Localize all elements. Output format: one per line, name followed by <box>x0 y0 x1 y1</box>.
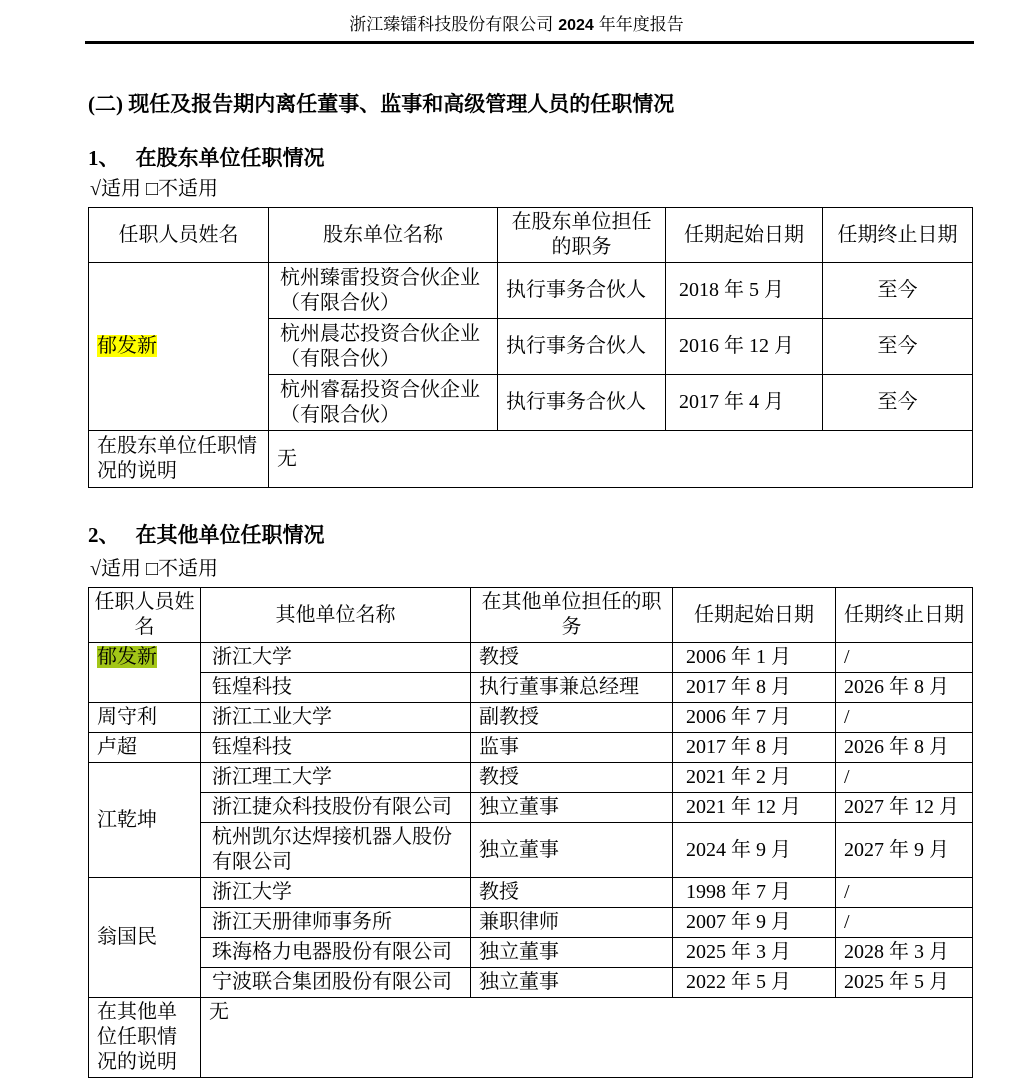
company-cell: 浙江工业大学 <box>201 703 471 733</box>
company-cell: 浙江捷众科技股份有限公司 <box>201 793 471 823</box>
company-cell: 钰煌科技 <box>201 673 471 703</box>
start-date-cell: 2006 年 7 月 <box>673 703 836 733</box>
company-cell: 浙江大学 <box>201 878 471 908</box>
header-person-name: 任职人员姓名 <box>89 208 269 263</box>
start-date-cell: 2007 年 9 月 <box>673 908 836 938</box>
start-date-cell: 2018 年 5 月 <box>666 263 823 319</box>
position-cell: 独立董事 <box>471 938 673 968</box>
position-cell: 兼职律师 <box>471 908 673 938</box>
page-header-year: 2024 <box>558 17 594 34</box>
table-row <box>89 763 973 793</box>
company-cell: 珠海格力电器股份有限公司 <box>201 938 471 968</box>
company-cell: 杭州晨芯投资合伙企业（有限合伙） <box>269 319 498 375</box>
subsection-heading-other <box>88 523 988 548</box>
position-cell: 副教授 <box>471 703 673 733</box>
position-cell: 执行事务合伙人 <box>498 263 666 319</box>
end-date-cell: / <box>836 908 973 938</box>
company-cell: 浙江天册律师事务所 <box>201 908 471 938</box>
shareholder-positions-table <box>88 207 973 488</box>
subsection-title-text: 在股东单位任职情况 <box>135 146 325 170</box>
end-date-cell: 2025 年 5 月 <box>836 968 973 998</box>
end-date-cell: 至今 <box>823 263 973 319</box>
company-cell: 浙江理工大学 <box>201 763 471 793</box>
start-date-cell: 2021 年 2 月 <box>673 763 836 793</box>
table-row <box>89 968 973 998</box>
end-date-cell: 至今 <box>823 375 973 431</box>
person-name-cell: 卢超 <box>89 733 201 763</box>
company-cell: 浙江大学 <box>201 643 471 673</box>
highlighted-name: 郁发新 <box>97 335 157 357</box>
highlighted-name: 郁发新 <box>97 646 157 668</box>
person-name-cell <box>89 263 269 431</box>
start-date-cell: 2016 年 12 月 <box>666 319 823 375</box>
header-position: 在其他单位担任的职务 <box>471 588 673 643</box>
position-cell: 教授 <box>471 643 673 673</box>
company-cell: 钰煌科技 <box>201 733 471 763</box>
note-label-cell: 在其他单位任职情况的说明 <box>89 998 201 1078</box>
position-cell: 执行事务合伙人 <box>498 375 666 431</box>
note-label-cell: 在股东单位任职情况的说明 <box>89 431 269 488</box>
other-positions-table <box>88 587 973 1078</box>
section-heading: (二) 现任及报告期内离任董事、监事和高级管理人员的任职情况 <box>88 92 675 116</box>
table-row <box>89 643 973 673</box>
table-row <box>89 733 973 763</box>
subsection-number: 1、 <box>88 146 120 170</box>
position-cell: 教授 <box>471 763 673 793</box>
person-name-cell: 江乾坤 <box>89 763 201 878</box>
start-date-cell: 2006 年 1 月 <box>673 643 836 673</box>
table-header-row <box>89 208 973 263</box>
end-date-cell: 2026 年 8 月 <box>836 733 973 763</box>
start-date-cell: 2017 年 8 月 <box>673 673 836 703</box>
company-cell: 宁波联合集团股份有限公司 <box>201 968 471 998</box>
end-date-cell: 至今 <box>823 319 973 375</box>
header-start-date: 任期起始日期 <box>666 208 823 263</box>
start-date-cell: 2021 年 12 月 <box>673 793 836 823</box>
start-date-cell: 2017 年 4 月 <box>666 375 823 431</box>
start-date-cell: 2024 年 9 月 <box>673 823 836 878</box>
note-row <box>89 998 973 1078</box>
table-row <box>89 878 973 908</box>
end-date-cell: / <box>836 703 973 733</box>
start-date-cell: 2017 年 8 月 <box>673 733 836 763</box>
subsection-title-text: 在其他单位任职情况 <box>135 523 325 547</box>
table-header-row <box>89 588 973 643</box>
position-cell: 执行董事兼总经理 <box>471 673 673 703</box>
person-name-cell <box>89 643 201 703</box>
company-cell: 杭州睿磊投资合伙企业（有限合伙） <box>269 375 498 431</box>
page-header-suffix: 年年度报告 <box>598 15 684 34</box>
note-row <box>89 431 973 488</box>
company-cell: 杭州凯尔达焊接机器人股份有限公司 <box>201 823 471 878</box>
start-date-cell: 2025 年 3 月 <box>673 938 836 968</box>
start-date-cell: 1998 年 7 月 <box>673 878 836 908</box>
subsection-number: 2、 <box>88 523 120 547</box>
header-position: 在股东单位担任的职务 <box>498 208 666 263</box>
header-company: 其他单位名称 <box>201 588 471 643</box>
applicability-note: √适用 □不适用 <box>90 558 219 580</box>
page-header <box>0 14 1033 37</box>
note-value-cell: 无 <box>269 431 973 488</box>
applicability-note: √适用 □不适用 <box>90 178 219 200</box>
table-row <box>89 673 973 703</box>
header-end-date: 任期终止日期 <box>823 208 973 263</box>
table-row <box>89 823 973 878</box>
table-row <box>89 938 973 968</box>
person-name-cell: 翁国民 <box>89 878 201 998</box>
end-date-cell: 2026 年 8 月 <box>836 673 973 703</box>
page-header-company: 浙江臻镭科技股份有限公司 <box>349 15 554 34</box>
note-value-cell: 无 <box>201 998 973 1078</box>
end-date-cell: 2027 年 9 月 <box>836 823 973 878</box>
end-date-cell: / <box>836 763 973 793</box>
header-company: 股东单位名称 <box>269 208 498 263</box>
end-date-cell: / <box>836 878 973 908</box>
subsection-heading-shareholder <box>88 146 988 171</box>
header-start-date: 任期起始日期 <box>673 588 836 643</box>
end-date-cell: / <box>836 643 973 673</box>
header-person-name: 任职人员姓名 <box>89 588 201 643</box>
table-row <box>89 263 973 319</box>
header-rule <box>85 41 974 44</box>
table-row <box>89 793 973 823</box>
position-cell: 监事 <box>471 733 673 763</box>
table-row <box>89 703 973 733</box>
position-cell: 独立董事 <box>471 793 673 823</box>
end-date-cell: 2028 年 3 月 <box>836 938 973 968</box>
company-cell: 杭州臻雷投资合伙企业（有限合伙） <box>269 263 498 319</box>
position-cell: 独立董事 <box>471 823 673 878</box>
position-cell: 独立董事 <box>471 968 673 998</box>
person-name-cell: 周守利 <box>89 703 201 733</box>
position-cell: 执行事务合伙人 <box>498 319 666 375</box>
start-date-cell: 2022 年 5 月 <box>673 968 836 998</box>
end-date-cell: 2027 年 12 月 <box>836 793 973 823</box>
table-row <box>89 908 973 938</box>
header-end-date: 任期终止日期 <box>836 588 973 643</box>
position-cell: 教授 <box>471 878 673 908</box>
